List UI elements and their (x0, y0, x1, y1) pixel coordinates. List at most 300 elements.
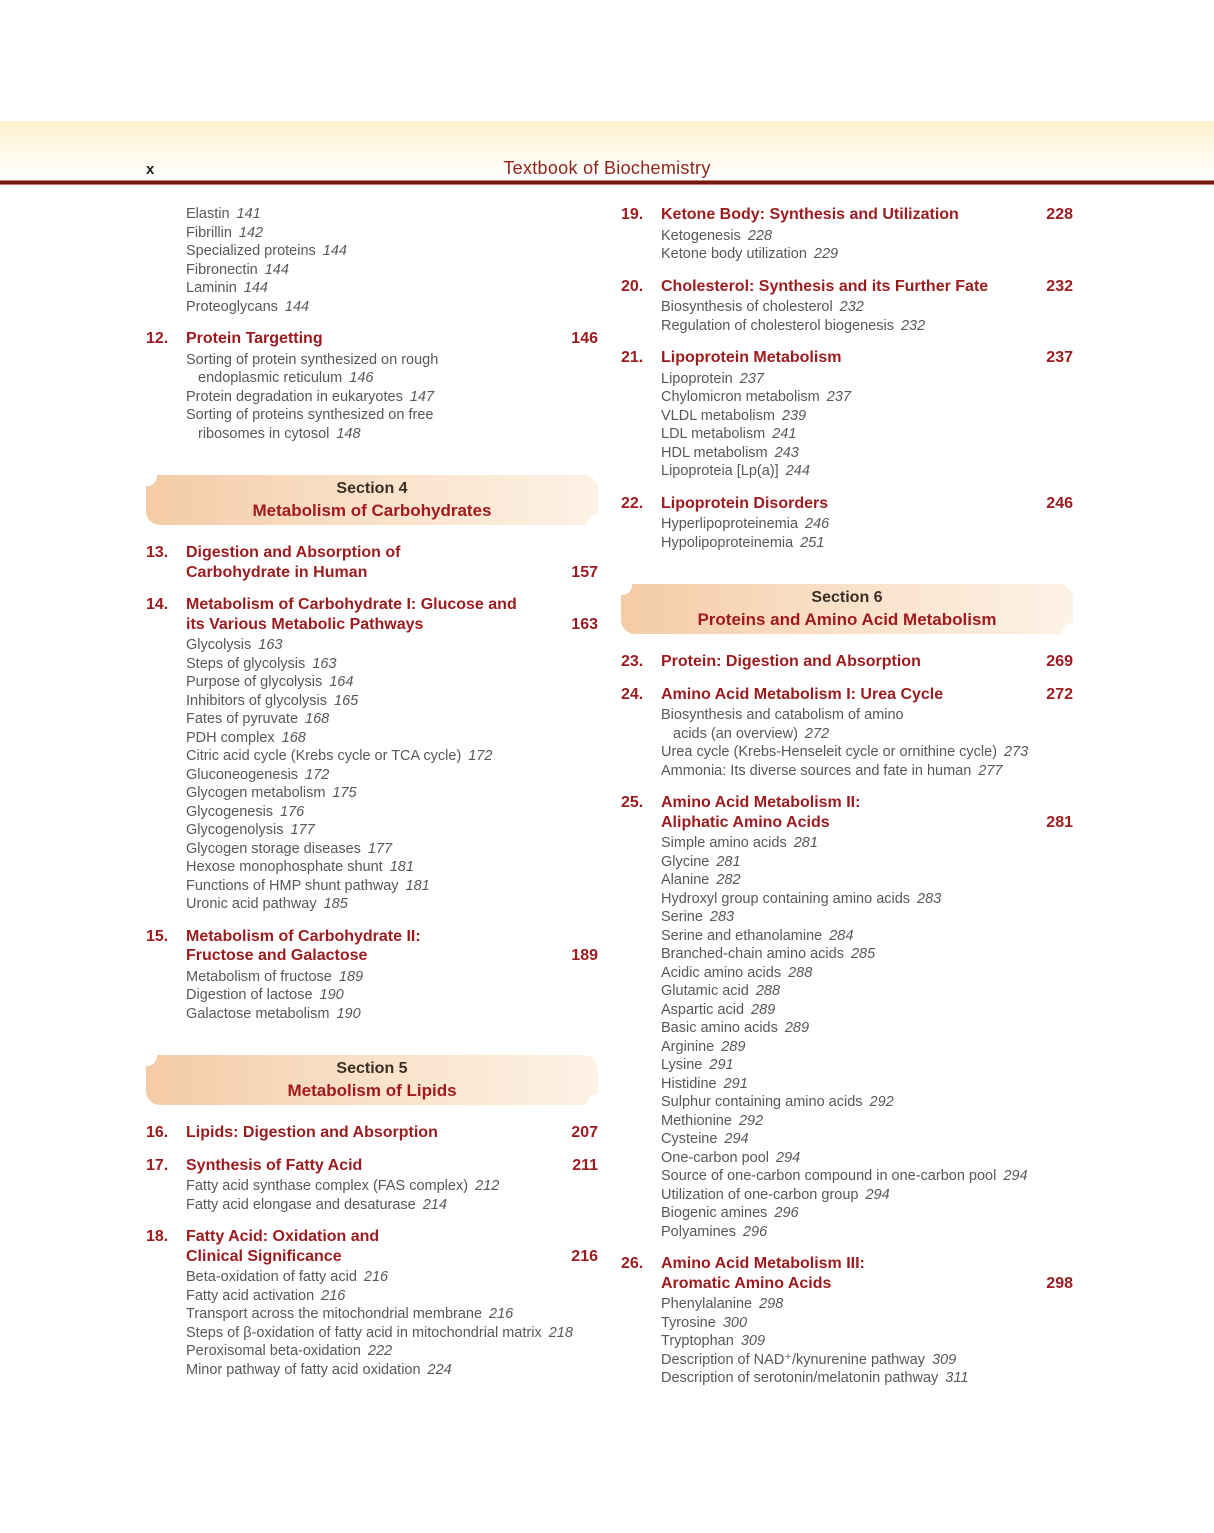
subentry-text: Phenylalanine (661, 1296, 753, 1312)
subentry-text: LDL metabolism (661, 426, 766, 442)
subentry-text: Serine and ethanolamine (661, 927, 823, 944)
toc-subentry (146, 261, 598, 280)
subentry-text: Biogenic amines (661, 1205, 768, 1221)
subentry-page: 214 (422, 1196, 447, 1213)
subentry-text: Fates of pyruvate (186, 711, 299, 727)
subentry-text: Polyamines (661, 1223, 736, 1240)
subentry-text: Steps of β-oxidation of fatty acid in mitochondrial matrix (186, 1324, 542, 1341)
subentry-text: Protein degradation in eukaryotes (186, 388, 403, 405)
subentry-text: Metabolism of fructose (186, 968, 332, 985)
chapter-number: 15. (146, 927, 169, 945)
subentry-page: 272 (804, 725, 830, 742)
subentry-page: 175 (332, 785, 357, 801)
toc-subentry (621, 1112, 1073, 1131)
subentry-page: 289 (784, 1020, 810, 1036)
subentry-page: 311 (945, 1370, 969, 1386)
chapter-title-line (621, 685, 1073, 705)
subentry-text: Glycogen metabolism (186, 785, 326, 801)
subentry-page: 281 (716, 853, 741, 870)
toc-subentry (621, 762, 1073, 781)
toc-subentry (146, 1305, 598, 1324)
subentry-text: Sorting of proteins synthesized on free (186, 407, 434, 423)
chapter-title: Clinical Significance (186, 1247, 342, 1265)
subentry-page: 146 (349, 370, 374, 386)
chapter-title: Ketone Body: Synthesis and Utilization (661, 206, 959, 223)
subentry-page: 148 (336, 425, 361, 442)
subentry-text: Functions of HMP shunt pathway (186, 877, 399, 894)
subentry-page: 222 (367, 1343, 393, 1359)
subentry-text: Hypolipoproteinemia (661, 534, 794, 551)
toc-subentry (146, 747, 598, 766)
toc-subentry (146, 655, 598, 674)
toc-subentry (146, 224, 598, 243)
subentry-page: 176 (280, 803, 305, 820)
chapter-page: 216 (571, 1247, 598, 1265)
subentry-text: Utilization of one-carbon group (661, 1186, 859, 1203)
chapter-entry (146, 1156, 598, 1176)
subentry-text: Digestion of lactose (186, 987, 313, 1003)
chapter-entry (146, 927, 598, 966)
subentry-page: 294 (776, 1149, 801, 1166)
subentry-page: 285 (850, 946, 876, 962)
subentry-page: 216 (363, 1269, 389, 1285)
chapter-number: 21. (621, 349, 644, 366)
folio-page-number: x (146, 161, 155, 178)
subentry-page: 232 (839, 299, 864, 315)
chapter-title-line (621, 793, 1073, 813)
subentry-page: 189 (338, 968, 364, 985)
chapter-page: 232 (1046, 277, 1073, 295)
toc-subentry (146, 895, 598, 914)
toc-subentry (621, 1167, 1073, 1186)
subentry-group (621, 227, 1073, 264)
chapter-title: Metabolism of Carbohydrate I: Glucose and (186, 596, 517, 613)
chapter-entry (146, 595, 598, 634)
subentry-group (146, 636, 598, 914)
chapter-number: 14. (146, 596, 169, 613)
subentry-text: Lipoprotein (661, 370, 733, 387)
subentry-text: Steps of glycolysis (186, 655, 306, 672)
subentry-group (621, 834, 1073, 1241)
toc-subentry (146, 858, 598, 877)
subentry-text: Alanine (661, 872, 710, 888)
chapter-title-line (146, 595, 598, 615)
toc-subentry (621, 245, 1073, 264)
toc-subentry (621, 1314, 1073, 1333)
chapter-title-line (621, 205, 1073, 225)
subentry-text: Lipoproteia [Lp(a)] (661, 463, 779, 479)
chapter-page: 246 (1046, 494, 1073, 512)
subentry-page: 177 (290, 822, 315, 838)
toc-subentry (621, 982, 1073, 1001)
section-label: Section 4 (336, 480, 408, 497)
subentry-page: 144 (243, 280, 268, 296)
subentry-page: 239 (781, 407, 807, 424)
chapter-title: its Various Metabolic Pathways (186, 615, 424, 633)
toc-subentry (146, 1361, 598, 1380)
subentry-text: Glycogenesis (186, 803, 274, 820)
subentry-text: Ketogenesis (661, 227, 741, 244)
chapter-number: 25. (621, 794, 644, 811)
chapter-title-line (146, 615, 598, 635)
chapter-page: 228 (1046, 206, 1073, 223)
subentry-page: 228 (747, 227, 773, 244)
subentry-text: Tyrosine (661, 1314, 716, 1331)
chapter-entry (621, 277, 1073, 297)
chapter-title: Amino Acid Metabolism I: Urea Cycle (661, 685, 944, 703)
subentry-page: 288 (755, 983, 781, 999)
toc-subentry (621, 1332, 1073, 1351)
subentry-text: Aspartic acid (661, 1001, 745, 1018)
toc-subentry (146, 877, 598, 896)
section-label: Section 5 (336, 1060, 408, 1077)
subentry-page: 273 (1004, 744, 1029, 760)
chapter-title: Lipoprotein Metabolism (661, 349, 842, 366)
subentry-text: Acidic amino acids (661, 964, 782, 981)
section-label: Section 6 (811, 589, 883, 606)
subentry-text: Description of NAD⁺/kynurenine pathway (661, 1351, 925, 1368)
toc-subentry (621, 1351, 1073, 1370)
chapter-title: Protein: Digestion and Absorption (661, 653, 921, 670)
toc-subentry (146, 406, 598, 425)
chapter-page: 281 (1046, 813, 1073, 831)
subentry-page: 232 (900, 317, 926, 334)
chapter-title-line (146, 543, 598, 563)
subentry-page: 243 (774, 444, 799, 461)
subentry-page: 172 (468, 748, 493, 764)
subentry-page: 144 (322, 243, 347, 259)
toc-subentry (621, 1001, 1073, 1020)
chapter-title-line (146, 1156, 598, 1176)
toc-subentry (621, 743, 1073, 762)
chapter-title-line (146, 563, 598, 583)
section-title: Metabolism of Lipids (287, 1081, 457, 1100)
toc-subentry (146, 279, 598, 298)
subentry-text: Beta-oxidation of fatty acid (186, 1269, 357, 1285)
toc-subentry (621, 834, 1073, 853)
subentry-text: Tryptophan (661, 1333, 734, 1349)
subentry-page: 292 (738, 1112, 764, 1129)
subentry-text: HDL metabolism (661, 444, 768, 461)
subentry-text: Minor pathway of fatty acid oxidation (186, 1361, 421, 1378)
subentry-text: Citric acid cycle (Krebs cycle or TCA cycle) (186, 748, 462, 764)
toc-subentry (146, 1177, 598, 1196)
subentry-page: 292 (869, 1094, 894, 1110)
subentry-page: 284 (829, 927, 854, 944)
subentry-page: 216 (489, 1306, 514, 1322)
chapter-entry (621, 793, 1073, 832)
subentry-text: Galactose metabolism (186, 1005, 330, 1022)
chapter-title-line (146, 946, 598, 966)
toc-subentry (146, 673, 598, 692)
chapter-entry (146, 329, 598, 349)
subentry-page: 185 (323, 896, 348, 912)
chapter-number: 20. (621, 277, 644, 295)
subentry-text: Methionine (661, 1112, 732, 1129)
chapter-title: Cholesterol: Synthesis and its Further Fate (661, 277, 989, 295)
toc-subentry (621, 1075, 1073, 1094)
subentry-group (146, 1268, 598, 1379)
chapter-entry (621, 205, 1073, 225)
toc-subentry (621, 945, 1073, 964)
section-title: Metabolism of Carbohydrates (252, 501, 492, 520)
subentry-page: 291 (723, 1075, 748, 1092)
chapter-title-line (621, 277, 1073, 297)
subentry-text: Fibrillin (186, 224, 232, 241)
header-rule (0, 180, 1214, 185)
toc-subentry (146, 1268, 598, 1287)
toc-subentry (146, 636, 598, 655)
chapter-title-line (621, 494, 1073, 514)
toc-subentry (146, 710, 598, 729)
chapter-entry (621, 1254, 1073, 1293)
subentry-page: 309 (740, 1333, 766, 1349)
chapter-number: 23. (621, 653, 644, 670)
toc-subentry (621, 1019, 1073, 1038)
subentry-text: Branched-chain amino acids (661, 946, 844, 962)
toc-subentry (621, 871, 1073, 890)
chapter-title-line (621, 813, 1073, 833)
chapter-page: 298 (1046, 1274, 1073, 1292)
subentry-group (146, 205, 598, 316)
subentry-group (621, 370, 1073, 481)
subentry-page: 177 (367, 840, 393, 857)
toc-subentry (146, 205, 598, 224)
subentry-group (621, 706, 1073, 780)
subentry-text: VLDL metabolism (661, 407, 775, 424)
subentry-text: Peroxisomal beta-oxidation (186, 1343, 361, 1359)
chapter-title: Synthesis of Fatty Acid (186, 1156, 363, 1174)
chapter-page: 157 (571, 563, 598, 581)
chapter-page: 146 (571, 330, 598, 347)
subentry-text: Fibronectin (186, 261, 258, 278)
subentry-page: 281 (793, 835, 818, 851)
subentry-text: PDH complex (186, 729, 275, 746)
toc-subentry (621, 964, 1073, 983)
subentry-page: 237 (739, 370, 764, 387)
subentry-text: Gluconeogenesis (186, 766, 299, 783)
subentry-text: Arginine (661, 1038, 715, 1055)
toc-subentry (146, 803, 598, 822)
subentry-page: 216 (321, 1287, 346, 1304)
toc-subentry (621, 370, 1073, 389)
toc-subentry (621, 1295, 1073, 1314)
toc-subentry (621, 515, 1073, 534)
subentry-text: Glutamic acid (661, 983, 749, 999)
chapter-title-line (621, 1254, 1073, 1274)
toc-subentry (621, 425, 1073, 444)
chapter-number: 24. (621, 685, 644, 703)
subentry-page: 190 (319, 987, 344, 1003)
chapter-entry (621, 652, 1073, 672)
subentry-page: 168 (281, 729, 306, 746)
running-head: Textbook of Biochemistry (503, 158, 711, 178)
subentry-page: 142 (238, 224, 264, 241)
subentry-page: 289 (751, 1001, 776, 1018)
subentry-group (621, 515, 1073, 552)
toc-subentry (146, 821, 598, 840)
subentry-page: 246 (805, 516, 830, 532)
subentry-page: 229 (813, 246, 839, 262)
subentry-page: 244 (785, 463, 810, 479)
subentry-group (146, 351, 598, 444)
toc-subentry (621, 1093, 1073, 1112)
subentry-page: 294 (724, 1131, 749, 1147)
toc-subentry (621, 534, 1073, 553)
toc-subentry (621, 853, 1073, 872)
subentry-page: 147 (409, 388, 435, 405)
subentry-text: Biosynthesis and catabolism of amino (661, 707, 904, 723)
toc-subentry (621, 890, 1073, 909)
subentry-page: 164 (329, 674, 354, 690)
chapter-number: 13. (146, 544, 169, 561)
subentry-page: 144 (264, 261, 289, 278)
toc-subentry (621, 1223, 1073, 1242)
subentry-page: 218 (548, 1324, 573, 1341)
toc-subentry (146, 1342, 598, 1361)
chapter-title: Fructose and Galactose (186, 947, 368, 964)
subentry-text: Histidine (661, 1075, 717, 1092)
chapter-page: 207 (571, 1124, 598, 1141)
chapter-title: Fatty Acid: Oxidation and (186, 1228, 380, 1245)
subentry-text: Biosynthesis of cholesterol (661, 299, 833, 315)
chapter-title-line (621, 1274, 1073, 1294)
toc-subentry (146, 1005, 598, 1024)
subentry-text: Uronic acid pathway (186, 896, 317, 912)
chapter-number: 19. (621, 206, 644, 223)
chapter-page: 272 (1046, 685, 1073, 703)
toc-subentry (621, 227, 1073, 246)
section-title: Proteins and Amino Acid Metabolism (697, 610, 997, 629)
toc-subentry (621, 908, 1073, 927)
toc-subentry (621, 444, 1073, 463)
subentry-text: acids (an overview) (673, 725, 798, 742)
toc-subentry (146, 784, 598, 803)
chapter-number: 17. (146, 1156, 169, 1174)
subentry-page: 241 (772, 426, 797, 442)
subentry-page: 300 (722, 1314, 748, 1331)
subentry-page: 141 (236, 206, 261, 222)
chapter-number: 16. (146, 1124, 169, 1141)
chapter-title: Amino Acid Metabolism III: (661, 1255, 865, 1272)
subentry-text: Hexose monophosphate shunt (186, 859, 383, 875)
subentry-text: Glycogen storage diseases (186, 840, 361, 857)
toc-subentry (621, 1204, 1073, 1223)
subentry-text: Lysine (661, 1057, 703, 1073)
toc-subentry (621, 1369, 1073, 1388)
toc-subentry (146, 1287, 598, 1306)
toc-subentry (146, 968, 598, 987)
subentry-text: Glycolysis (186, 637, 252, 653)
chapter-title-line (621, 348, 1073, 368)
chapter-entry (146, 1227, 598, 1266)
chapter-title-line (621, 652, 1073, 672)
subentry-page: 237 (826, 389, 851, 405)
subentry-text: Chylomicron metabolism (661, 389, 820, 405)
subentry-page: 165 (334, 692, 359, 709)
subentry-page: 309 (931, 1351, 957, 1368)
chapter-title-line (146, 1227, 598, 1247)
subentry-text: Transport across the mitochondrial membrane (186, 1306, 483, 1322)
chapter-number: 22. (621, 494, 644, 512)
chapter-title-line (146, 927, 598, 947)
chapter-entry (146, 1123, 598, 1143)
subentry-page: 190 (336, 1005, 361, 1022)
chapter-entry (621, 685, 1073, 705)
toc-subentry (621, 407, 1073, 426)
subentry-text: Purpose of glycolysis (186, 674, 323, 690)
toc-subentry (621, 1149, 1073, 1168)
subentry-page: 282 (716, 872, 741, 888)
subentry-page: 168 (305, 711, 330, 727)
subentry-page: 181 (405, 877, 430, 894)
subentry-text: Ammonia: Its diverse sources and fate in human (661, 762, 972, 779)
subentry-text: Glycine (661, 853, 710, 870)
section-banner (146, 475, 598, 525)
subentry-text: Glycogenolysis (186, 822, 284, 838)
section-banner (621, 584, 1073, 634)
subentry-page: 163 (312, 655, 337, 672)
chapter-number: 26. (621, 1255, 644, 1272)
chapter-page: 211 (572, 1156, 598, 1174)
subentry-text: Simple amino acids (661, 835, 787, 851)
toc-subentry (146, 986, 598, 1005)
subentry-text: Laminin (186, 280, 237, 296)
subentry-page: 163 (258, 637, 283, 653)
subentry-text: Specialized proteins (186, 243, 316, 259)
subentry-text: Hyperlipoproteinemia (661, 516, 799, 532)
toc-subentry (146, 425, 598, 444)
section-banner (146, 1055, 598, 1105)
chapter-title: Lipids: Digestion and Absorption (186, 1124, 438, 1141)
chapter-page: 269 (1046, 653, 1073, 670)
chapter-number: 12. (146, 330, 169, 347)
subentry-text: ribosomes in cytosol (198, 425, 330, 442)
chapter-entry (146, 543, 598, 582)
toc-subentry (621, 706, 1073, 725)
toc-subentry (621, 298, 1073, 317)
subentry-page: 294 (1003, 1168, 1028, 1184)
toc-subentry (621, 1056, 1073, 1075)
subentry-page: 283 (709, 909, 735, 925)
chapter-title-line (146, 1247, 598, 1267)
subentry-page: 172 (305, 766, 330, 783)
subentry-text: Inhibitors of glycolysis (186, 692, 328, 709)
toc-column-left (146, 205, 598, 1379)
toc-subentry (146, 351, 598, 370)
subentry-text: Serine (661, 909, 703, 925)
toc-subentry (621, 1038, 1073, 1057)
subentry-group (621, 1295, 1073, 1388)
chapter-title-line (146, 1123, 598, 1143)
chapter-title: Aromatic Amino Acids (661, 1274, 832, 1292)
toc-subentry (146, 369, 598, 388)
toc-subentry (621, 725, 1073, 744)
chapter-page: 189 (571, 947, 598, 964)
toc-subentry (146, 1196, 598, 1215)
subentry-page: 294 (865, 1186, 890, 1203)
chapter-title: Aliphatic Amino Acids (661, 813, 830, 831)
subentry-page: 277 (978, 762, 1003, 779)
toc-subentry (146, 388, 598, 407)
chapter-entry (621, 348, 1073, 368)
toc-subentry (146, 729, 598, 748)
subentry-page: 283 (917, 890, 942, 907)
subentry-page: 296 (742, 1223, 768, 1240)
subentry-page: 212 (475, 1178, 500, 1194)
subentry-group (146, 968, 598, 1024)
subentry-text: Fatty acid synthase complex (FAS complex) (186, 1178, 469, 1194)
